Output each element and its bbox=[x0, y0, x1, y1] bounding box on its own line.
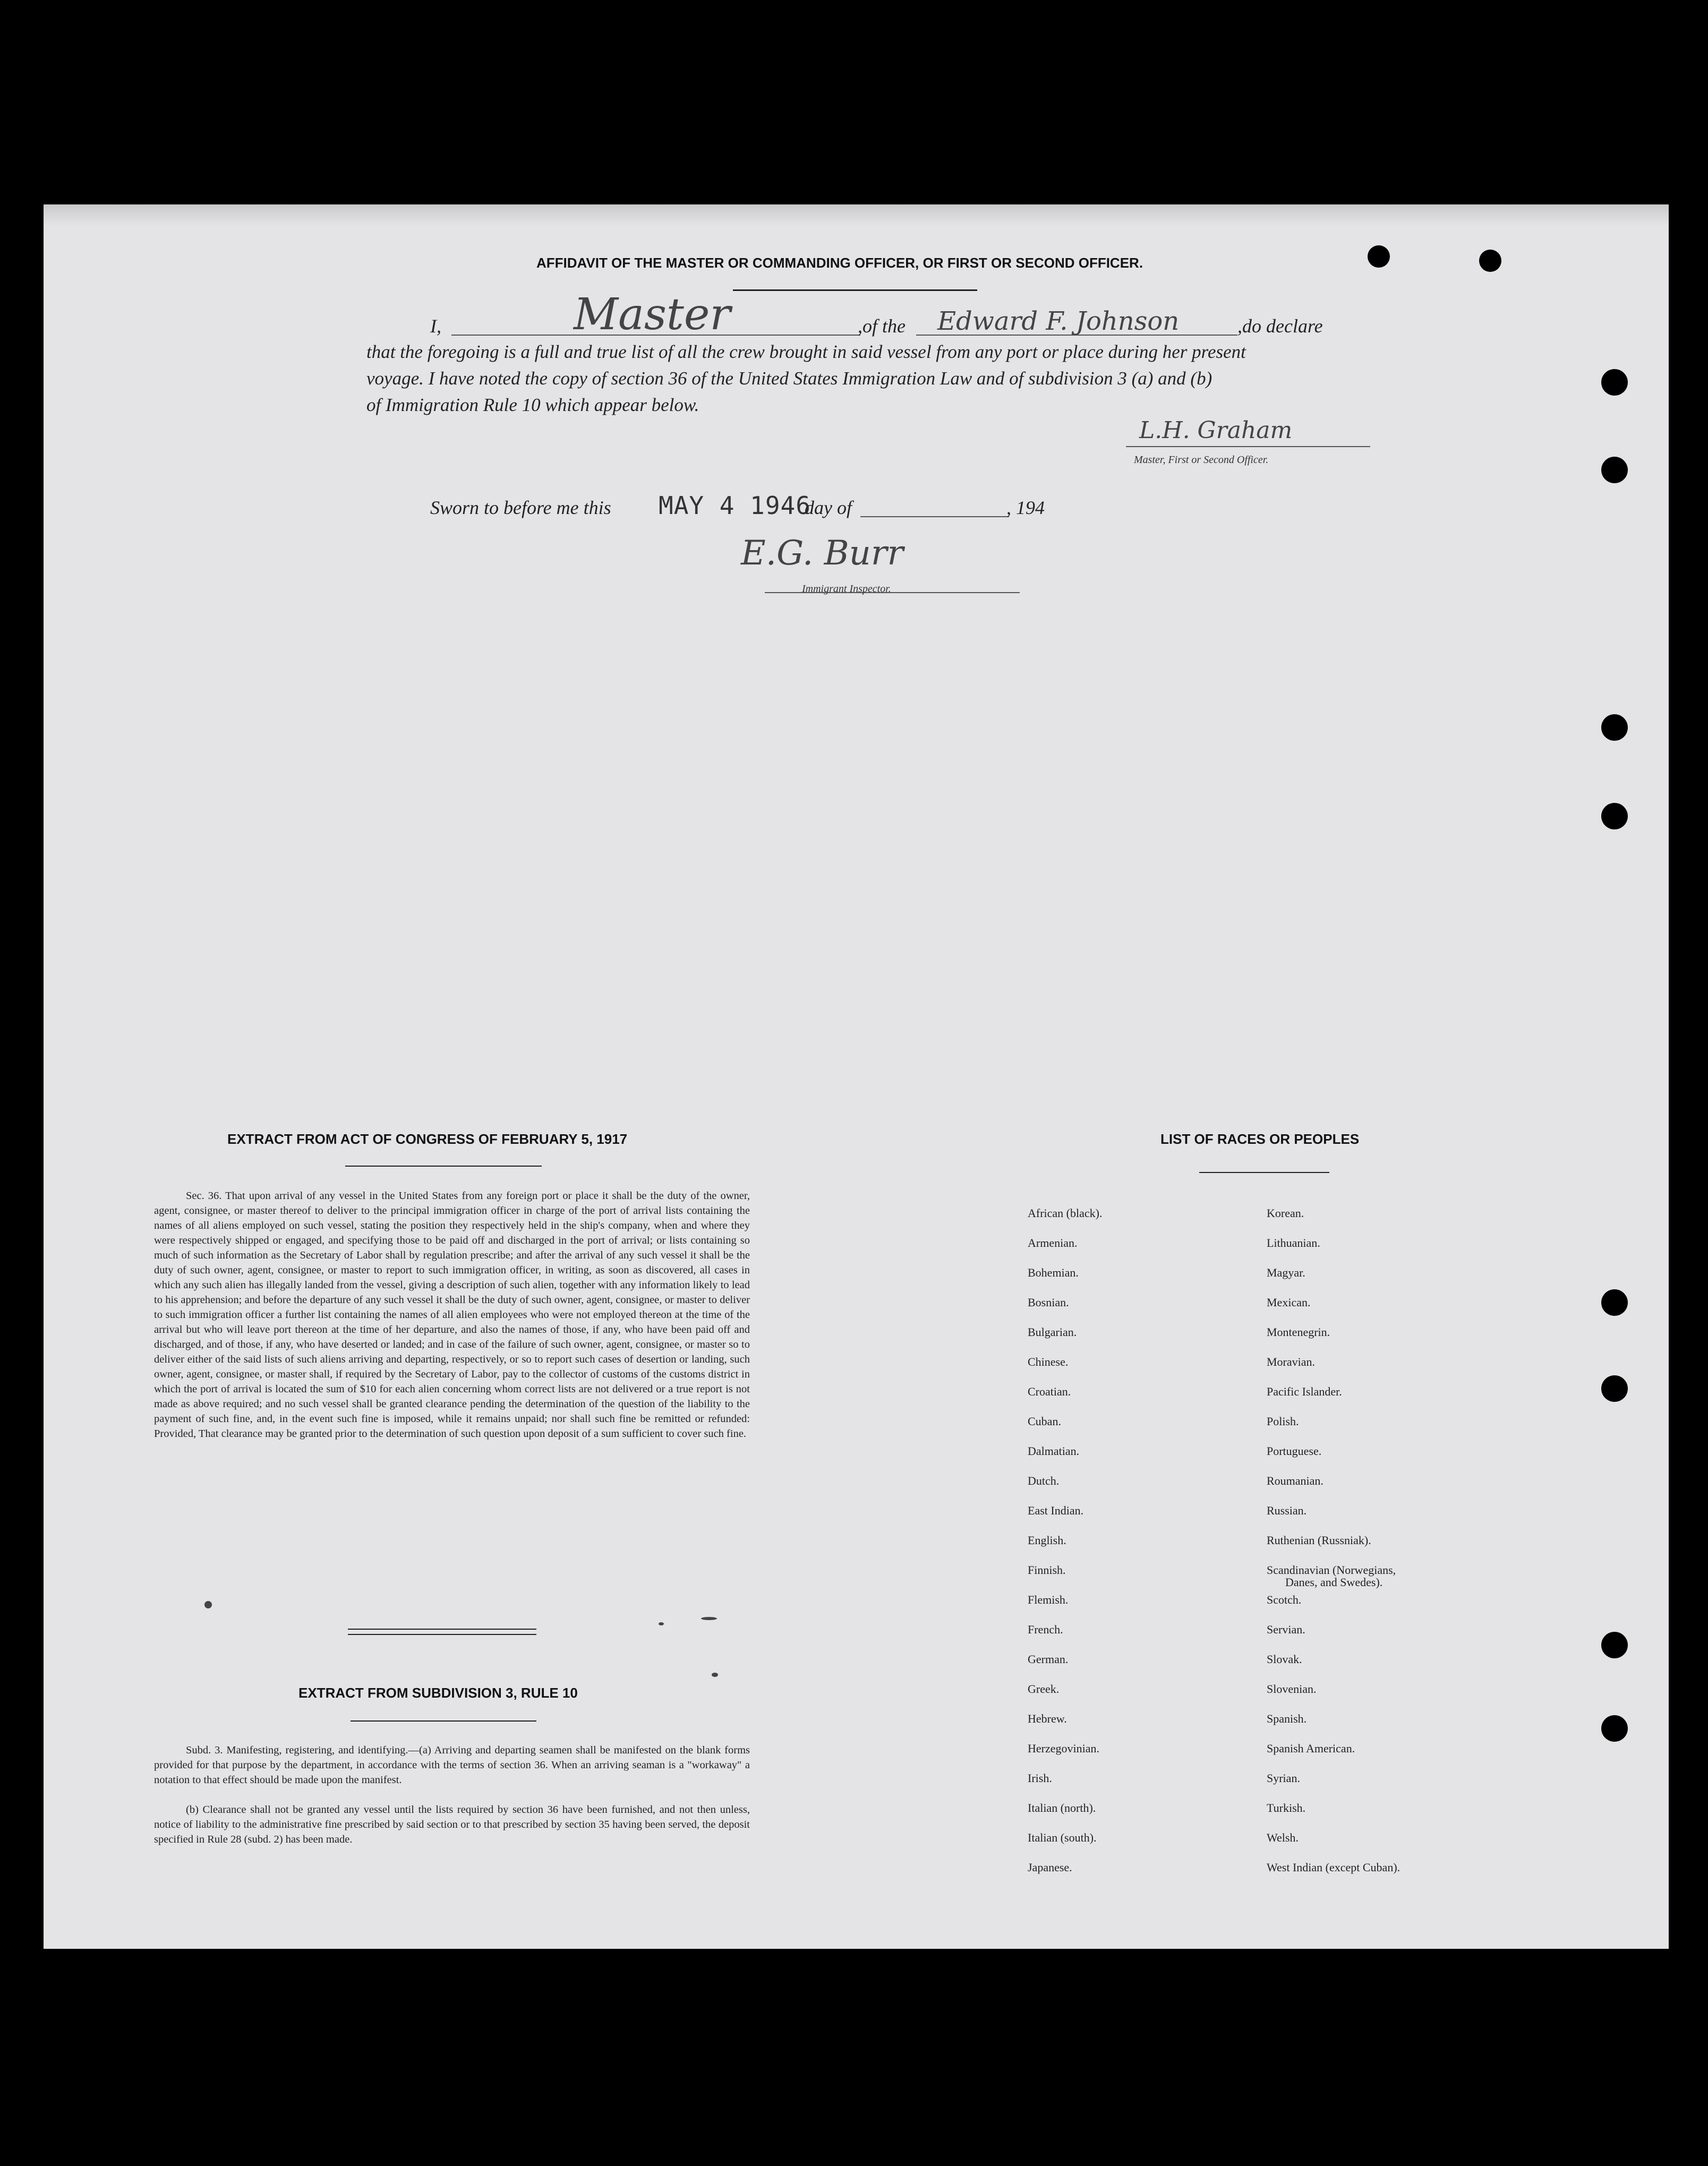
race-item: Herzegovinian. bbox=[1028, 1742, 1099, 1755]
race-item: Pacific Islander. bbox=[1267, 1385, 1342, 1398]
race-item: Italian (north). bbox=[1028, 1801, 1096, 1814]
race-item: Slovenian. bbox=[1267, 1682, 1317, 1696]
sworn-text: Sworn to before me this bbox=[430, 497, 611, 518]
congress-heading-rule bbox=[345, 1166, 542, 1167]
race-item: Dutch. bbox=[1028, 1474, 1060, 1487]
race-item: Greek. bbox=[1028, 1682, 1060, 1696]
race-item: Finnish. bbox=[1028, 1563, 1066, 1577]
page-top-edge bbox=[44, 204, 1669, 226]
race-item: East Indian. bbox=[1028, 1504, 1084, 1517]
race-item: Portuguese. bbox=[1267, 1444, 1322, 1458]
race-item: Bosnian. bbox=[1028, 1296, 1069, 1309]
race-item: Japanese. bbox=[1028, 1861, 1072, 1874]
scan-speck bbox=[204, 1601, 212, 1608]
subdivision-3-paragraph-b: (b) Clearance shall not be granted any vessel until the lists required by section 36 have been furnished, and not then unless, notice of liability to the administrative fine prescribed by said section or to that prescribed by section 35 having been served, the deposit specified in Rule 28 (subd. 2) has been made. bbox=[154, 1804, 750, 1845]
race-item: Servian. bbox=[1267, 1623, 1305, 1636]
race-item: French. bbox=[1028, 1623, 1063, 1636]
race-item: Ruthenian (Russniak). bbox=[1267, 1534, 1371, 1547]
sworn-day-of: day of bbox=[805, 497, 852, 518]
race-item: Lithuanian. bbox=[1267, 1236, 1320, 1249]
punch-hole bbox=[1601, 1715, 1628, 1742]
handwritten-title: Master bbox=[574, 289, 731, 340]
race-item: Bulgarian. bbox=[1028, 1325, 1077, 1339]
affidavit-i: I, bbox=[430, 315, 441, 337]
handwritten-vessel: Edward F. Johnson bbox=[937, 306, 1180, 336]
race-item: Roumanian. bbox=[1267, 1474, 1323, 1487]
race-item: Polish. bbox=[1267, 1415, 1299, 1428]
affidavit-heading: AFFIDAVIT OF THE MASTER OR COMMANDING OFFICER, OR FIRST OR SECOND OFFICER. bbox=[536, 255, 1143, 271]
scan-speck bbox=[701, 1617, 717, 1620]
sworn-year: , 194 bbox=[1006, 497, 1045, 518]
punch-hole bbox=[1601, 369, 1628, 396]
race-item: Scotch. bbox=[1267, 1593, 1302, 1606]
double-rule bbox=[348, 1629, 536, 1630]
race-item-continuation: Danes, and Swedes). bbox=[1285, 1576, 1383, 1589]
race-item: Moravian. bbox=[1267, 1355, 1316, 1368]
document-page bbox=[44, 204, 1669, 1949]
punch-hole bbox=[1368, 245, 1390, 268]
punch-hole bbox=[1479, 250, 1501, 272]
race-item: Syrian. bbox=[1267, 1771, 1300, 1785]
inspector-label: Immigrant Inspector. bbox=[802, 583, 891, 595]
punch-hole bbox=[1601, 1289, 1628, 1316]
sworn-date-line bbox=[860, 516, 1009, 517]
race-item: Flemish. bbox=[1028, 1593, 1069, 1606]
punch-hole bbox=[1601, 803, 1628, 829]
double-rule bbox=[348, 1634, 536, 1635]
race-item: Bohemian. bbox=[1028, 1266, 1079, 1279]
race-item: Irish. bbox=[1028, 1771, 1052, 1785]
signature-line bbox=[1126, 446, 1370, 447]
race-item: Scandinavian (Norwegians, bbox=[1267, 1563, 1396, 1577]
affidavit-line-2: that the foregoing is a full and true list of all the crew brought in said vessel from any port or place during her present bbox=[366, 341, 1246, 362]
inspector-signature: E.G. Burr bbox=[741, 534, 904, 573]
congress-extract-heading: EXTRACT FROM ACT OF CONGRESS OF FEBRUARY 5, 1917 bbox=[227, 1131, 628, 1147]
subdivision-3-paragraph-a: Subd. 3. Manifesting, registering, and identifying.—(a) Arriving and departing seamen shall be manifested on the blank forms provided for that purpose by the department, in accordance with the terms of section 36. When an arriving seaman is a "workaway" a notation to that effect should be made upon the manifest. bbox=[154, 1744, 750, 1786]
rule-extract-heading: EXTRACT FROM SUBDIVISION 3, RULE 10 bbox=[298, 1685, 578, 1701]
race-item: Montenegrin. bbox=[1267, 1325, 1330, 1339]
race-item: Croatian. bbox=[1028, 1385, 1071, 1398]
affidavit-of-the: ,of the bbox=[858, 315, 906, 337]
race-item: Slovak. bbox=[1267, 1653, 1302, 1666]
punch-hole bbox=[1601, 1632, 1628, 1658]
affidavit-line-4: of Immigration Rule 10 which appear below. bbox=[366, 395, 699, 415]
punch-hole bbox=[1601, 457, 1628, 483]
race-item: Russian. bbox=[1267, 1504, 1307, 1517]
race-item: Mexican. bbox=[1267, 1296, 1311, 1309]
race-item: English. bbox=[1028, 1534, 1066, 1547]
affidavit-heading-rule bbox=[733, 289, 977, 291]
punch-hole bbox=[1601, 714, 1628, 741]
date-stamp: MAY 4 1946 bbox=[659, 491, 811, 520]
race-item: Armenian. bbox=[1028, 1236, 1078, 1249]
race-item: African (black). bbox=[1028, 1206, 1103, 1220]
scan-speck bbox=[712, 1673, 718, 1677]
race-item: Italian (south). bbox=[1028, 1831, 1097, 1844]
punch-hole bbox=[1601, 1375, 1628, 1402]
race-item: German. bbox=[1028, 1653, 1069, 1666]
races-heading: LIST OF RACES OR PEOPLES bbox=[1160, 1131, 1360, 1147]
race-item: Cuban. bbox=[1028, 1415, 1061, 1428]
race-item: Dalmatian. bbox=[1028, 1444, 1080, 1458]
race-item: Magyar. bbox=[1267, 1266, 1305, 1279]
race-item: Chinese. bbox=[1028, 1355, 1069, 1368]
race-item: West Indian (except Cuban). bbox=[1267, 1861, 1400, 1874]
races-heading-rule bbox=[1199, 1172, 1329, 1173]
race-item: Hebrew. bbox=[1028, 1712, 1067, 1725]
section-36-text: Sec. 36. That upon arrival of any vessel in the United States from any foreign port or place it shall be the duty of the owner, agent, consignee, or master thereof to deliver to the principal immigration officer in charge of the port of arrival lists containing the names of all aliens employed on such vessel, stating the position they respectively held in the ship's company, when and where they were respectively shipped or engaged, and specifying those to be paid off and discharged in the port of arrival; or lists containing so much of such information as the Secretary of Labor shall by regulation prescribe; and after the arrival of any such vessel it shall be the duty of such owner, agent, consignee, or master to report to such immigration officer, in writing, as soon as discovered, all cases in which any such alien has illegally landed from the vessel, giving a description of such alien, together with any information likely to lead to his apprehension; and before the departure of any such vessel it shall be the duty of such owner, agent, consignee, or master to deliver to such immigration officer a further list containing the names of all alien employees who were not employed thereon at the time of the arrival but who will leave port thereon at the time of her departure, and also the names of those, if any, who have been paid off and discharged, and of those, if any, who have deserted or landed; and in case of the failure of such owner, agent, consignee, or master so to deliver either of the said lists of such aliens arriving and departing, respectively, or so to report such cases of desertion or landing, such owner, agent, consignee, or master shall, if required by the Secretary of Labor, pay to the collector of customs of the customs district in which the port of arrival is located the sum of $10 for each alien concerning whom correct lists are not delivered or a true report is not made as above required; and no such vessel shall be granted clearance pending the determination of the question of the liability to the payment of such fine, and, in the event such fine is imposed, while it remains unpaid; nor shall such fine be remitted or refunded: Provided, That clearance may be granted prior to the determination of such question upon deposit of a sum sufficient to cover such fine. bbox=[154, 1190, 750, 1440]
master-signature: L.H. Graham bbox=[1139, 417, 1293, 444]
rule-heading-rule bbox=[351, 1720, 536, 1722]
race-item: Korean. bbox=[1267, 1206, 1304, 1220]
race-item: Welsh. bbox=[1267, 1831, 1299, 1844]
race-item: Spanish American. bbox=[1267, 1742, 1355, 1755]
affidavit-do-declare: ,do declare bbox=[1237, 315, 1323, 337]
affidavit-line-3: voyage. I have noted the copy of section 36 of the United States Immigration Law and of subdivision 3 (a) and (b) bbox=[366, 368, 1212, 389]
race-item: Spanish. bbox=[1267, 1712, 1307, 1725]
race-item: Turkish. bbox=[1267, 1801, 1306, 1814]
master-signature-label: Master, First or Second Officer. bbox=[1134, 454, 1269, 466]
scan-speck bbox=[659, 1622, 664, 1625]
